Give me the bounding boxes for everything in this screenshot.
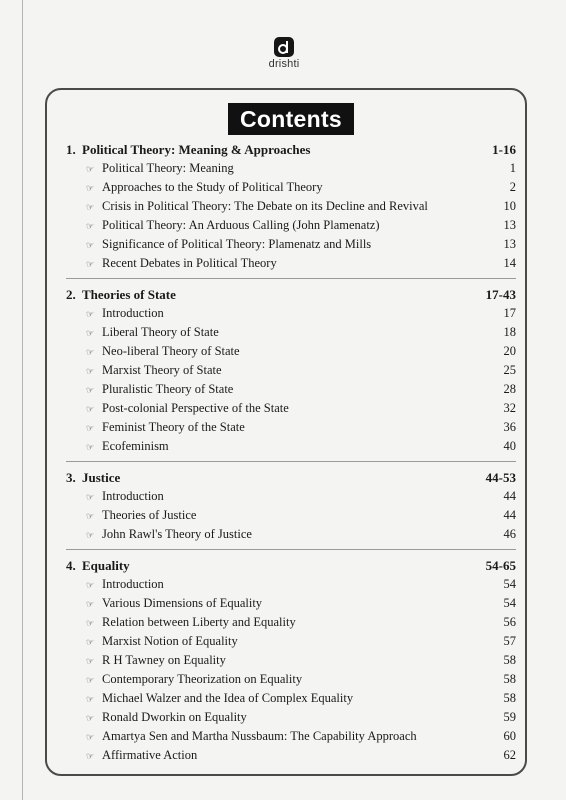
pointing-hand-bullet-icon: ☞: [86, 424, 95, 434]
pointing-hand-bullet-icon: ☞: [86, 752, 95, 762]
toc-entry-title: Ecofeminism: [102, 439, 169, 453]
pointing-hand-bullet-icon: ☞: [86, 619, 95, 629]
chapter-number: 2.: [66, 287, 76, 302]
toc-entry-left: [86, 575, 164, 596]
pointing-hand-bullet-icon: ☞: [86, 695, 95, 705]
toc-entry-title: Crisis in Political Theory: The Debate on its Decline and Revival: [102, 199, 428, 213]
toc-entry-left: [86, 380, 233, 401]
chapter-heading: [66, 468, 516, 487]
chapter-page-range: 17-43: [485, 287, 516, 302]
toc-entry-title: Introduction: [102, 489, 164, 503]
pointing-hand-bullet-icon: ☞: [86, 443, 95, 453]
chapter-section: [66, 285, 516, 462]
toc-entry-title: Neo-liberal Theory of State: [102, 344, 240, 358]
toc-entry: [66, 746, 516, 765]
chapter-title-group: [66, 556, 130, 575]
toc-entry-left: [86, 506, 196, 527]
toc-entry-left: [86, 342, 240, 363]
chapter-title-group: [66, 468, 120, 487]
toc-entry-page: 58: [503, 653, 516, 667]
toc-entry-left: [86, 235, 371, 256]
toc-entry-page: 36: [503, 420, 516, 434]
pointing-hand-bullet-icon: ☞: [86, 638, 95, 648]
toc-entry: [66, 304, 516, 323]
chapter-section: [66, 468, 516, 550]
chapter-number: 4.: [66, 558, 76, 573]
pointing-hand-bullet-icon: ☞: [86, 310, 95, 320]
toc-entry-title: Marxist Notion of Equality: [102, 634, 238, 648]
pointing-hand-bullet-icon: ☞: [86, 260, 95, 270]
toc-entry-page: 44: [503, 489, 516, 503]
toc-entry-title: Amartya Sen and Martha Nussbaum: The Capability Approach: [102, 729, 417, 743]
toc-entry-left: [86, 613, 296, 634]
toc-entry-left: [86, 670, 302, 691]
pointing-hand-bullet-icon: ☞: [86, 222, 95, 232]
toc-entry-title: John Rawl's Theory of Justice: [102, 527, 252, 541]
pointing-hand-bullet-icon: ☞: [86, 714, 95, 724]
toc-entry-title: Significance of Political Theory: Plamenatz and Mills: [102, 237, 372, 251]
toc-entry-page: 62: [503, 748, 516, 762]
pointing-hand-bullet-icon: ☞: [86, 348, 95, 358]
toc-entry-page: 10: [503, 199, 516, 213]
toc-entry-left: [86, 197, 428, 218]
pointing-hand-bullet-icon: ☞: [86, 657, 95, 667]
toc-entry: [66, 670, 516, 689]
toc-entry-left: [86, 487, 164, 508]
toc-entry-left: [86, 651, 226, 672]
chapter-title: Political Theory: Meaning & Approaches: [82, 142, 311, 157]
toc-entry: [66, 613, 516, 632]
toc-entry-left: [86, 708, 247, 729]
toc-entry-page: 18: [503, 325, 516, 339]
toc-entry-page: 40: [503, 439, 516, 453]
chapter-section: [66, 556, 516, 770]
toc-entry-title: Liberal Theory of State: [102, 325, 219, 339]
toc-entry: [66, 506, 516, 525]
chapter-page-range: 44-53: [485, 470, 516, 485]
toc-entry: [66, 254, 516, 273]
pointing-hand-bullet-icon: ☞: [86, 184, 95, 194]
toc-entry: [66, 178, 516, 197]
toc-entry-page: 13: [503, 218, 516, 232]
toc-entry-title: Feminist Theory of the State: [102, 420, 245, 434]
toc-entry-title: Post-colonial Perspective of the State: [102, 401, 289, 415]
toc-entry-left: [86, 418, 245, 439]
toc-entry: [66, 323, 516, 342]
toc-entry-title: Ronald Dworkin on Equality: [102, 710, 247, 724]
chapter-title-group: [66, 285, 176, 304]
toc-entry-page: 13: [503, 237, 516, 251]
chapter-section: [66, 140, 516, 279]
toc-entry: [66, 437, 516, 456]
toc-entry-page: 58: [503, 672, 516, 686]
toc-entry: [66, 487, 516, 506]
chapter-heading: [66, 140, 516, 159]
pointing-hand-bullet-icon: ☞: [86, 329, 95, 339]
pointing-hand-bullet-icon: ☞: [86, 531, 95, 541]
pointing-hand-bullet-icon: ☞: [86, 203, 95, 213]
logo-text: drishti: [268, 58, 300, 70]
toc-entry-left: [86, 632, 238, 653]
chapter-title: Theories of State: [82, 287, 176, 302]
chapter-title: Equality: [82, 558, 130, 573]
drishti-logo: [262, 37, 306, 70]
toc-entry-page: 25: [503, 363, 516, 377]
pointing-hand-bullet-icon: ☞: [86, 386, 95, 396]
toc-entry-left: [86, 304, 164, 325]
toc-entry: [66, 380, 516, 399]
toc-entry-left: [86, 437, 169, 458]
toc-entry-left: [86, 361, 222, 382]
pointing-hand-bullet-icon: ☞: [86, 733, 95, 743]
page-title: Contents: [228, 103, 354, 135]
toc-entry-page: 54: [503, 577, 516, 591]
chapter-heading: [66, 556, 516, 575]
pointing-hand-bullet-icon: ☞: [86, 405, 95, 415]
toc-entry-title: Recent Debates in Political Theory: [102, 256, 277, 270]
pointing-hand-bullet-icon: ☞: [86, 600, 95, 610]
toc-entry-title: Pluralistic Theory of State: [102, 382, 234, 396]
toc-entry-title: Approaches to the Study of Political Theory: [102, 180, 323, 194]
toc-entry-title: Relation between Liberty and Equality: [102, 615, 296, 629]
table-of-contents: [66, 140, 516, 776]
chapter-page-range: 1-16: [492, 142, 516, 157]
toc-entry-left: [86, 159, 234, 180]
toc-entry: [66, 708, 516, 727]
toc-entry-title: Introduction: [102, 577, 164, 591]
toc-entry: [66, 399, 516, 418]
chapter-number: 1.: [66, 142, 76, 157]
toc-entry-left: [86, 216, 380, 237]
toc-entry-title: Political Theory: Meaning: [102, 161, 234, 175]
toc-entry-title: Contemporary Theorization on Equality: [102, 672, 303, 686]
chapter-number: 3.: [66, 470, 76, 485]
toc-entry-title: Theories of Justice: [102, 508, 197, 522]
toc-entry-title: Marxist Theory of State: [102, 363, 222, 377]
toc-entry-left: [86, 727, 417, 748]
toc-entry-page: 60: [503, 729, 516, 743]
toc-entry-title: Michael Walzer and the Idea of Complex Equality: [102, 691, 354, 705]
toc-entry: [66, 525, 516, 544]
toc-entry: [66, 727, 516, 746]
toc-entry-left: [86, 689, 353, 710]
toc-entry: [66, 197, 516, 216]
toc-entry-page: 57: [503, 634, 516, 648]
toc-entry-left: [86, 594, 262, 615]
chapter-heading: [66, 285, 516, 304]
toc-entry-page: 32: [503, 401, 516, 415]
toc-entry: [66, 651, 516, 670]
toc-entry: [66, 342, 516, 361]
pointing-hand-bullet-icon: ☞: [86, 676, 95, 686]
toc-entry-page: 20: [503, 344, 516, 358]
toc-entry: [66, 216, 516, 235]
toc-entry-left: [86, 746, 197, 767]
chapter-title-group: [66, 140, 310, 159]
pointing-hand-bullet-icon: ☞: [86, 581, 95, 591]
toc-entry-title: R H Tawney on Equality: [102, 653, 226, 667]
toc-entry-page: 58: [503, 691, 516, 705]
toc-entry-page: 56: [503, 615, 516, 629]
toc-entry: [66, 418, 516, 437]
toc-entry-left: [86, 254, 277, 275]
toc-entry-page: 44: [503, 508, 516, 522]
toc-entry-page: 1: [509, 161, 516, 175]
toc-entry-left: [86, 399, 289, 420]
pointing-hand-bullet-icon: ☞: [86, 165, 95, 175]
toc-entry-left: [86, 178, 323, 199]
toc-entry: [66, 594, 516, 613]
toc-entry-page: 46: [503, 527, 516, 541]
toc-entry: [66, 159, 516, 178]
chapter-title: Justice: [82, 470, 121, 485]
toc-entry-title: Political Theory: An Arduous Calling (John Plamenatz): [102, 218, 380, 232]
pointing-hand-bullet-icon: ☞: [86, 512, 95, 522]
toc-entry: [66, 689, 516, 708]
pointing-hand-bullet-icon: ☞: [86, 493, 95, 503]
toc-entry-page: 54: [503, 596, 516, 610]
toc-entry-page: 2: [509, 180, 516, 194]
toc-entry: [66, 632, 516, 651]
toc-entry: [66, 235, 516, 254]
toc-entry-page: 59: [503, 710, 516, 724]
pointing-hand-bullet-icon: ☞: [86, 367, 95, 377]
page-margin-rule: [22, 0, 23, 800]
toc-entry-left: [86, 323, 219, 344]
toc-entry: [66, 575, 516, 594]
toc-entry-title: Introduction: [102, 306, 164, 320]
pointing-hand-bullet-icon: ☞: [86, 241, 95, 251]
drishti-logo-icon: [274, 37, 294, 57]
toc-entry-page: 28: [503, 382, 516, 396]
toc-entry-page: 14: [503, 256, 516, 270]
toc-entry-title: Various Dimensions of Equality: [102, 596, 263, 610]
chapter-page-range: 54-65: [485, 558, 516, 573]
toc-entry-left: [86, 525, 252, 546]
toc-entry-title: Affirmative Action: [102, 748, 198, 762]
toc-entry-page: 17: [503, 306, 516, 320]
toc-entry: [66, 361, 516, 380]
